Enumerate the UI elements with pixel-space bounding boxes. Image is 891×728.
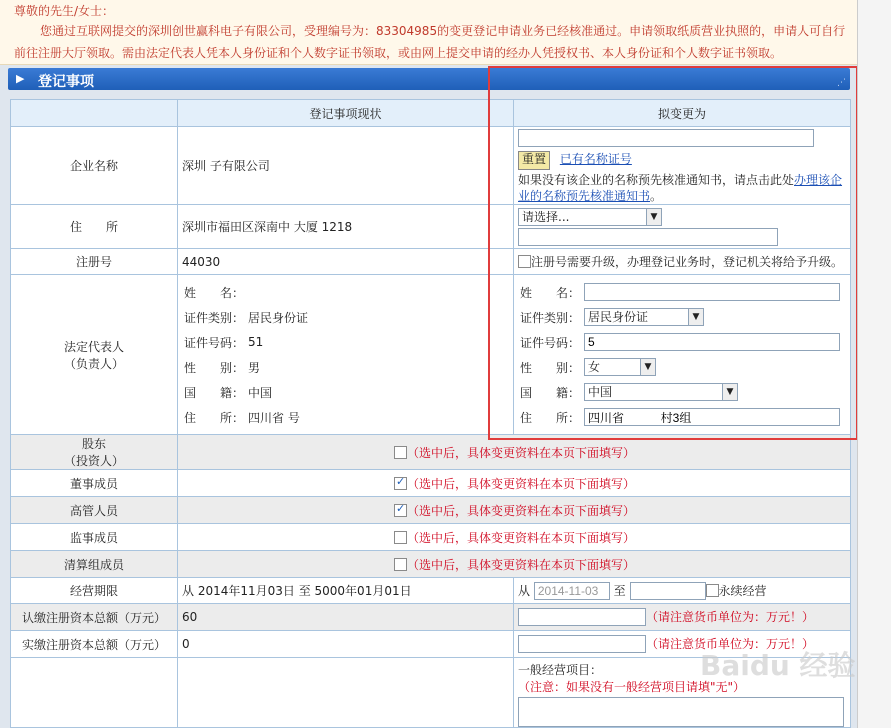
legal-rep-label xyxy=(11,275,178,435)
shareholder-label xyxy=(11,435,178,470)
header-current: 登记事项现状 xyxy=(178,100,514,127)
address-select[interactable] xyxy=(518,208,662,226)
supervisors-checkbox[interactable] xyxy=(394,531,407,544)
chevron-down-icon: ▼ xyxy=(640,359,655,375)
forever-checkbox[interactable] xyxy=(706,584,719,597)
address-current: 深圳市福田区深南中 大厦 1218 xyxy=(178,205,514,249)
term-change xyxy=(514,578,851,604)
chevron-down-icon: ▼ xyxy=(722,384,737,400)
triangle-icon: ▶ xyxy=(16,72,25,85)
new-sex-key: 性 别： xyxy=(520,360,581,375)
idtype-select[interactable] xyxy=(584,308,704,326)
term-label: 经营期限 xyxy=(11,578,178,604)
section-header xyxy=(8,68,850,90)
term-to-label: 至 xyxy=(613,583,626,598)
directors-label: 董事成员 xyxy=(11,470,178,497)
liquidation-label: 清算组成员 xyxy=(11,551,178,578)
executives-hint: （选中后，具体变更资料在本页下面填写） xyxy=(407,503,636,518)
cur-idtype-key: 证件类别： xyxy=(184,310,245,325)
subscribed-capital-input[interactable] xyxy=(518,608,646,626)
idtype-select-value: 居民身份证 xyxy=(588,310,649,324)
nation-select[interactable] xyxy=(584,383,738,401)
shareholder-checkbox[interactable] xyxy=(394,446,407,459)
new-idno-key: 证件号码： xyxy=(520,335,581,350)
registration-table xyxy=(10,99,851,728)
cur-idno-key: 证件号码： xyxy=(184,335,245,350)
executives-label: 高管人员 xyxy=(11,497,178,524)
directors-checkbox[interactable] xyxy=(394,477,407,490)
new-name-key: 姓 名： xyxy=(520,285,581,300)
company-name-current: 深圳 子有限公司 xyxy=(178,127,514,205)
baidu-watermark: Baidu 经验 xyxy=(700,649,856,682)
paid-capital-hint: （请注意货币单位为：万元！） xyxy=(646,637,815,651)
cur-sex-value: 男 xyxy=(248,360,261,375)
nation-select-value: 中国 xyxy=(588,385,613,399)
chevron-down-icon: ▼ xyxy=(646,209,661,225)
vertical-scrollbar[interactable] xyxy=(857,0,891,728)
liquidation-checkbox[interactable] xyxy=(394,558,407,571)
company-hint-text: 如果没有该企业的名称预先核准通知书，请点击此处 xyxy=(518,173,795,187)
cur-idtype-value: 居民身份证 xyxy=(248,310,309,325)
scope-current xyxy=(178,658,514,728)
shareholder-label-1: 股东 xyxy=(81,437,106,451)
reg-no-current: 44030 xyxy=(178,249,514,275)
address-label: 住 所 xyxy=(11,205,178,249)
scope-general-label: 一般经营项目： xyxy=(518,663,603,677)
subscribed-capital-hint: （请注意货币单位为：万元！） xyxy=(646,610,815,624)
subscribed-capital-label: 认缴注册资本总额（万元） xyxy=(11,604,178,631)
cur-addr-key: 住 所： xyxy=(184,410,245,425)
legal-rep-label-1: 法定代表人 xyxy=(63,339,124,354)
new-idtype-key: 证件类别： xyxy=(520,310,581,325)
subscribed-capital-current: 60 xyxy=(178,604,514,631)
cur-idno-value: 51 xyxy=(248,335,264,349)
reg-no-label: 注册号 xyxy=(11,249,178,275)
section-title: 登记事项 xyxy=(38,74,94,90)
cur-name-key: 姓 名： xyxy=(184,285,245,300)
paid-capital-input[interactable] xyxy=(518,635,646,653)
address-change xyxy=(514,205,851,249)
supervisors-label: 监事成员 xyxy=(11,524,178,551)
legal-rep-current xyxy=(178,275,514,435)
supervisors-cell xyxy=(178,524,851,551)
pre-approval-link[interactable]: 办理该企业的名称预先核准通知书 xyxy=(518,173,843,203)
new-name-input[interactable] xyxy=(584,283,840,301)
shareholder-cell xyxy=(178,435,851,470)
liquidation-cell xyxy=(178,551,851,578)
notice-greeting: 尊敬的先生/女士： xyxy=(14,4,115,18)
shareholder-label-2: （投资人） xyxy=(63,454,124,468)
company-name-label: 企业名称 xyxy=(11,127,178,205)
reg-no-note: 注册号需要升级，办理登记业务时，登记机关将给予升级。 xyxy=(531,255,844,269)
legal-rep-change xyxy=(514,275,851,435)
executives-cell xyxy=(178,497,851,524)
reg-no-checkbox[interactable] xyxy=(518,255,531,268)
company-hint-end: 。 xyxy=(650,189,663,203)
header-change: 拟变更为 xyxy=(514,100,851,127)
header-blank xyxy=(11,100,178,127)
new-address-input[interactable] xyxy=(584,408,840,426)
company-name-change xyxy=(514,127,851,205)
notice-line-2: 前往注册大厅领取。需由法定代表人凭本人身份证和个人数字证书领取，或由网上提交申请的经办人凭授权书、本人身份证和个人数字证书领取。 xyxy=(14,46,783,60)
forever-label: 永续经营 xyxy=(718,583,767,598)
term-current: 从 2014年11月03日 至 5000年01月01日 xyxy=(178,578,514,604)
sex-select[interactable] xyxy=(584,358,656,376)
address-input[interactable] xyxy=(518,228,778,246)
cur-nation-value: 中国 xyxy=(248,385,273,400)
notice-line-1: 您通过互联网提交的深圳创世赢科电子有限公司，受理编号为：83304985的变更登记申请业务已经核准通过。申请领取纸质营业执照的，申请人可自行 xyxy=(40,24,846,38)
chevron-down-icon: ▼ xyxy=(688,309,703,325)
reset-button[interactable]: 重置 xyxy=(518,151,550,170)
paid-capital-label: 实缴注册资本总额（万元） xyxy=(11,631,178,658)
new-addr-key: 住 所： xyxy=(520,410,581,425)
scope-general-hint: （注意：如果没有一般经营项目请填"无"） xyxy=(518,680,746,694)
cur-addr-value: 四川省 号 xyxy=(248,410,300,425)
term-to-input[interactable] xyxy=(630,582,706,600)
reg-no-change xyxy=(514,249,851,275)
paid-capital-current: 0 xyxy=(178,631,514,658)
supervisors-hint: （选中后，具体变更资料在本页下面填写） xyxy=(407,530,636,545)
directors-cell xyxy=(178,470,851,497)
scope-label xyxy=(11,658,178,728)
legal-rep-label-2: （负责人） xyxy=(63,356,124,371)
id-number-input[interactable] xyxy=(584,333,840,351)
resize-grip-icon: ⋰ xyxy=(837,78,846,88)
liquidation-hint: （选中后，具体变更资料在本页下面填写） xyxy=(407,557,636,572)
approval-notice xyxy=(0,0,857,65)
cur-sex-key: 性 别： xyxy=(184,360,245,375)
new-nation-key: 国 籍： xyxy=(520,385,581,400)
directors-hint: （选中后，具体变更资料在本页下面填写） xyxy=(407,476,636,491)
subscribed-capital-change xyxy=(514,604,851,631)
shareholder-hint: （选中后，具体变更资料在本页下面填写） xyxy=(407,445,636,460)
existing-name-link[interactable]: 已有名称证号 xyxy=(559,152,632,166)
term-from-label: 从 xyxy=(518,583,531,598)
scope-textarea[interactable] xyxy=(518,697,844,727)
term-from-input[interactable] xyxy=(534,582,610,600)
sex-select-value: 女 xyxy=(588,360,601,374)
cur-nation-key: 国 籍： xyxy=(184,385,245,400)
executives-checkbox[interactable] xyxy=(394,504,407,517)
company-name-input[interactable] xyxy=(518,129,814,147)
address-select-value: 请选择... xyxy=(522,209,570,224)
